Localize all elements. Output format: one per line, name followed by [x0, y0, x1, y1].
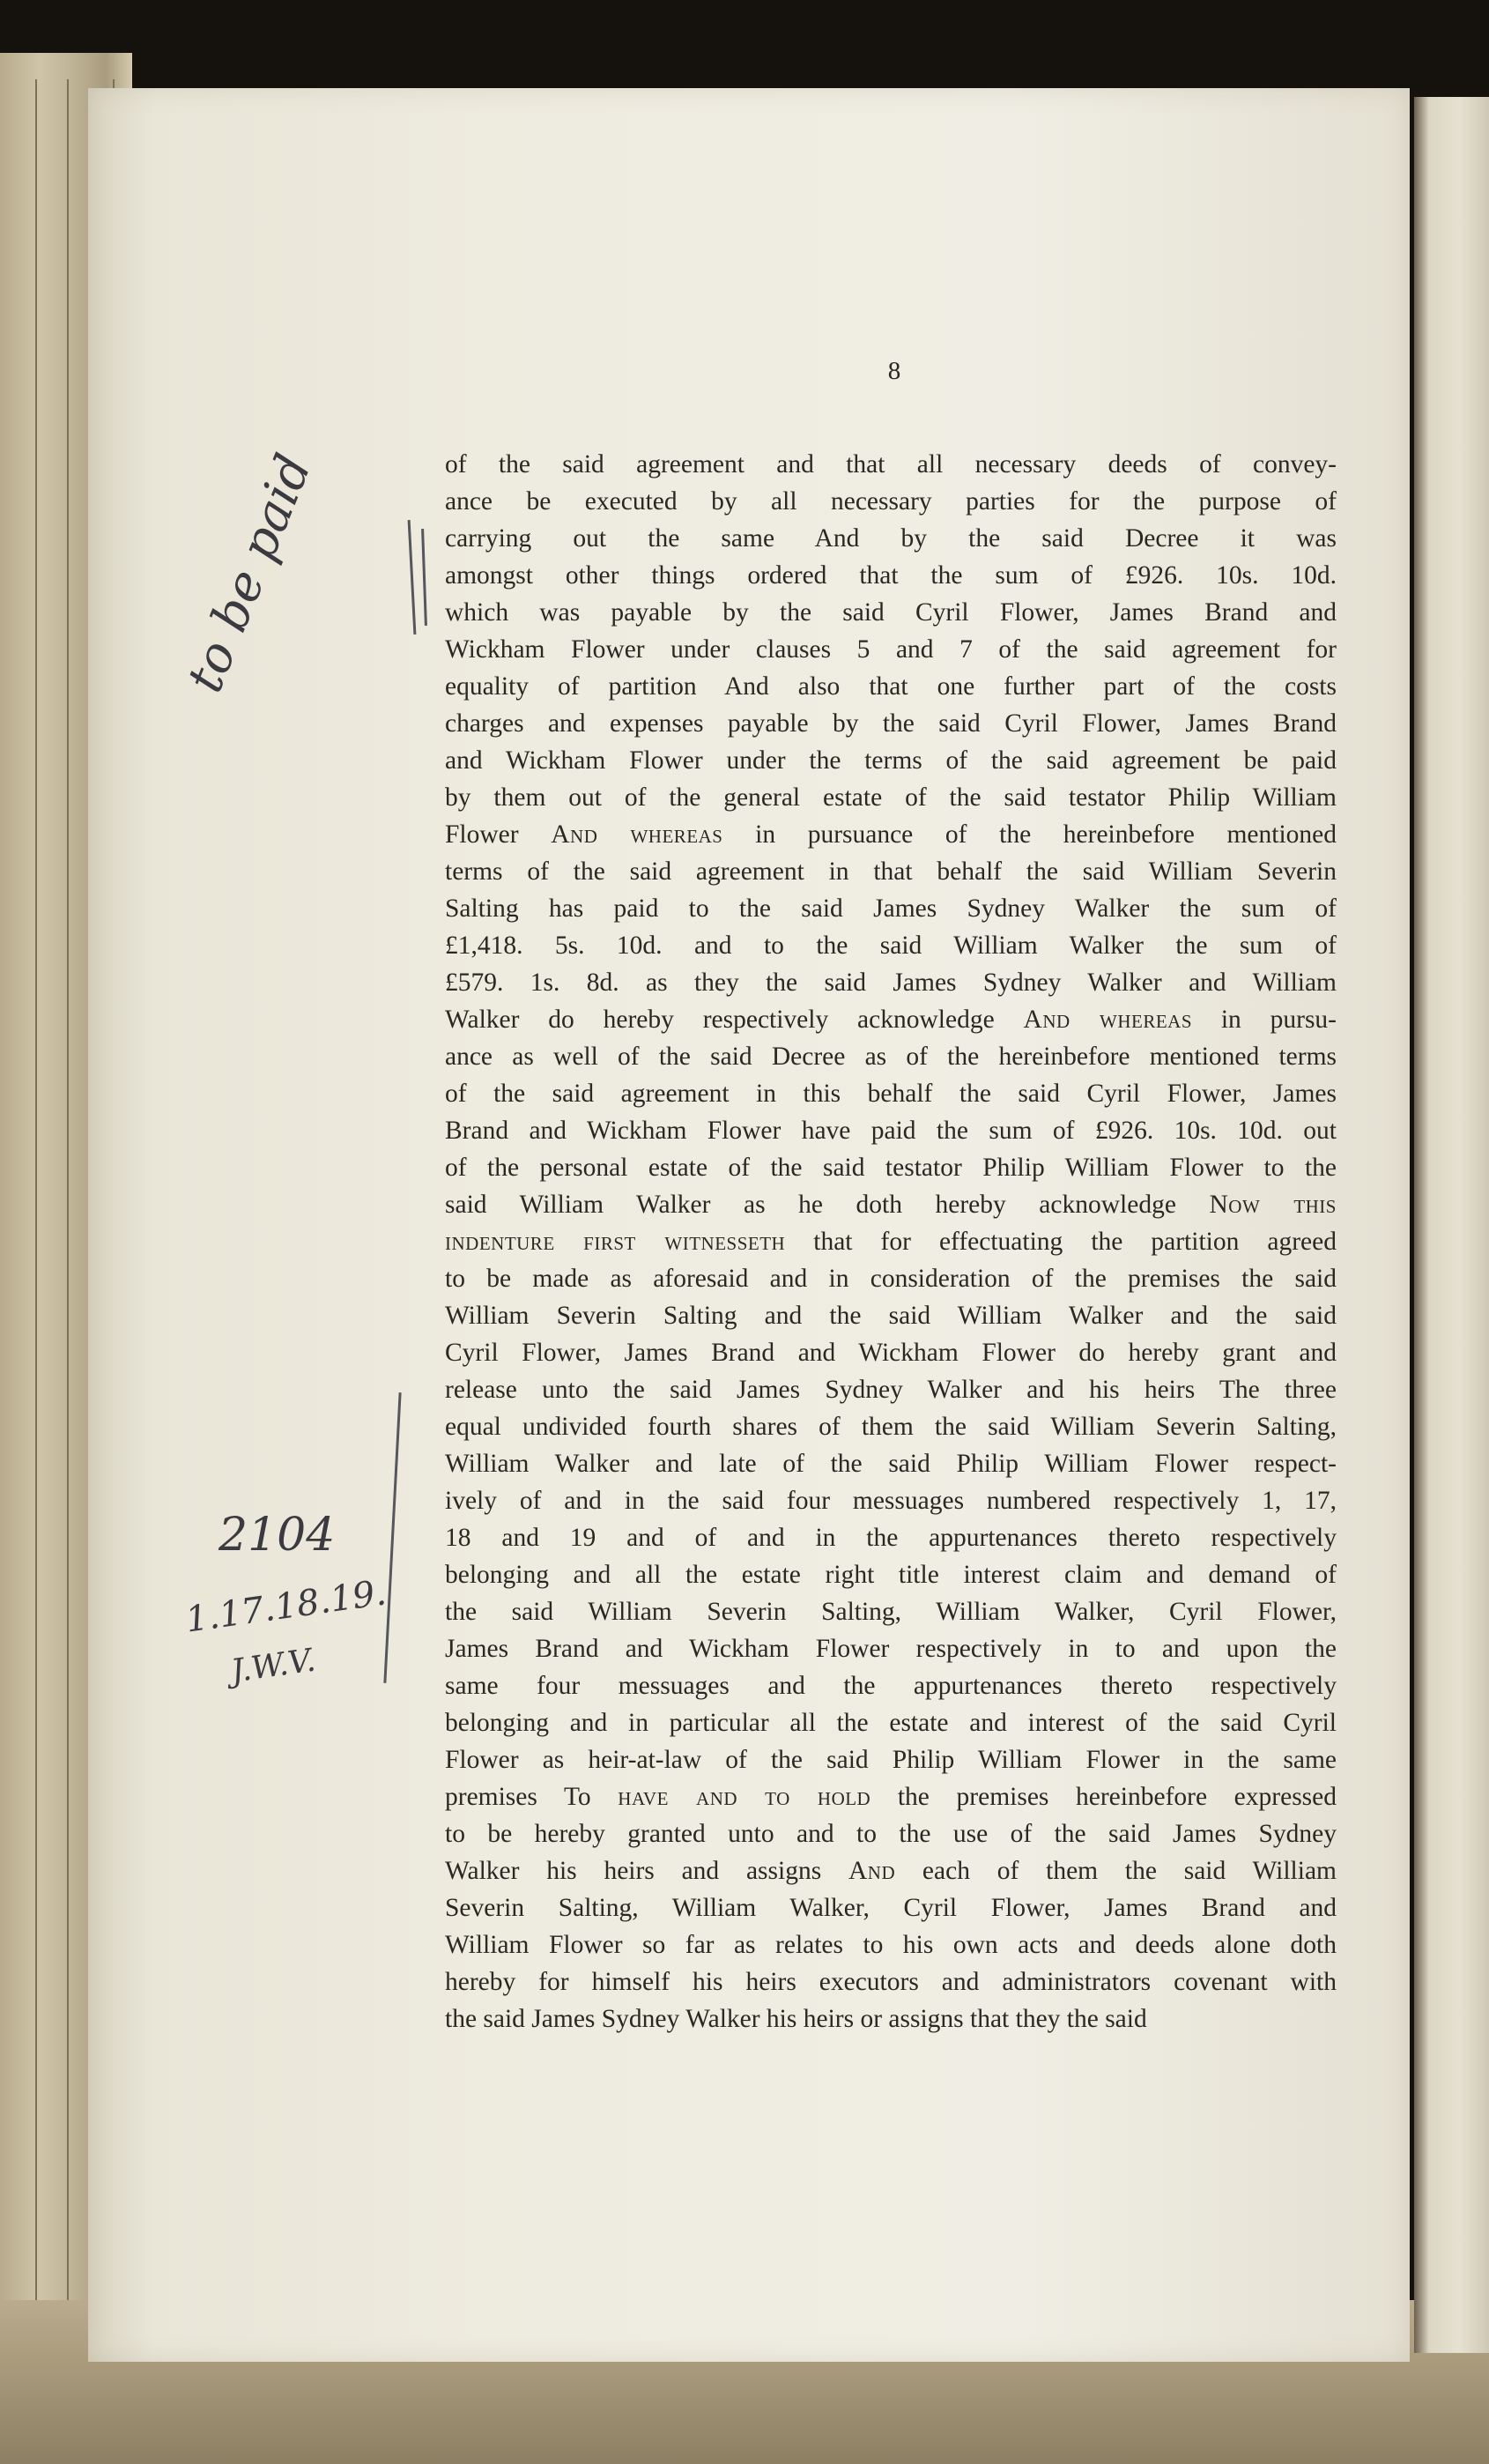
text-line — [445, 668, 1337, 705]
text-span: William Flower so far as relates to his own acts and deeds alone doth — [445, 1931, 1337, 1959]
text-span: of the said agreement in this behalf the said Cyril Flower, James — [445, 1080, 1337, 1108]
text-line — [445, 890, 1337, 927]
text-span: equal undivided fourth shares of them the said William Severin Salting, — [445, 1413, 1337, 1441]
text-span: Cyril Flower, James Brand and Wickham Flower do hereby grant and — [445, 1339, 1337, 1367]
text-line — [445, 557, 1337, 594]
text-line — [445, 1260, 1337, 1297]
text-span: equality of partition And also that one further part of the costs — [445, 672, 1337, 701]
text-line — [445, 520, 1337, 557]
small-caps-phrase: Now this — [1209, 1191, 1337, 1219]
text-span: William Severin Salting and the said William Walker and the said — [445, 1302, 1337, 1330]
text-span: to be made as aforesaid and in consideration of the premises the said — [445, 1265, 1337, 1293]
text-span: Flower — [445, 820, 552, 849]
text-span: ance be executed by all necessary parties for the purpose of — [445, 487, 1337, 516]
text-line — [445, 1001, 1337, 1038]
text-span: each of them the said William — [895, 1857, 1337, 1885]
text-span: Wickham Flower under clauses 5 and 7 of the said agreement for — [445, 635, 1337, 664]
small-caps-phrase: have and to hold — [618, 1783, 871, 1811]
text-line — [445, 705, 1337, 742]
text-line — [445, 927, 1337, 964]
small-caps-phrase: And whereas — [551, 820, 723, 849]
text-line — [445, 1593, 1337, 1630]
text-span: the said William Severin Salting, William Walker, Cyril Flower, — [445, 1598, 1337, 1626]
text-line — [445, 1075, 1337, 1112]
text-span: 18 and 19 and of and in the appurtenances thereto respectively — [445, 1524, 1337, 1552]
small-caps-phrase: indenture first witnesseth — [445, 1228, 786, 1256]
small-caps-phrase: And whereas — [1023, 1006, 1192, 1034]
text-span: the said James Sydney Walker his heirs or assigns that they the said — [445, 2005, 1147, 2033]
text-line — [445, 1926, 1337, 1963]
book-page-right-edge — [1414, 97, 1489, 2353]
text-span: William Walker and late of the said Philip William Flower respect- — [445, 1450, 1337, 1478]
text-span: said William Walker as he doth hereby acknowledge — [445, 1191, 1210, 1219]
text-span: £579. 1s. 8d. as they the said James Sydney Walker and William — [445, 969, 1337, 997]
text-line — [445, 1630, 1337, 1667]
text-span: which was payable by the said Cyril Flower, James Brand and — [445, 598, 1337, 627]
body-text — [445, 446, 1337, 2037]
text-line — [445, 1371, 1337, 1408]
text-line — [445, 816, 1337, 853]
text-line — [445, 1963, 1337, 2000]
text-span: carrying out the same And by the said Decree it was — [445, 524, 1337, 553]
text-span: release unto the said James Sydney Walker and his heirs The three — [445, 1376, 1337, 1404]
text-span: premises To — [445, 1783, 619, 1811]
text-line — [445, 1704, 1337, 1741]
text-line — [445, 853, 1337, 890]
text-line — [445, 742, 1337, 779]
text-line — [445, 1334, 1337, 1371]
text-span: hereby for himself his heirs executors and administrators covenant with — [445, 1968, 1337, 1996]
margin-note-numbers: 1.17.18.19. — [182, 1572, 389, 1641]
text-span: to be hereby granted unto and to the use of the said James Sydney — [445, 1820, 1337, 1848]
text-span: in pursuance of the hereinbefore mentioned — [722, 820, 1337, 849]
text-line — [445, 1778, 1337, 1815]
margin-note-initials: J.W.V. — [228, 1642, 318, 1690]
text-line — [445, 1149, 1337, 1186]
text-span: the premises hereinbefore expressed — [870, 1783, 1337, 1811]
text-line — [445, 1815, 1337, 1852]
text-span: Brand and Wickham Flower have paid the sum of £926. 10s. 10d. out — [445, 1117, 1337, 1145]
page-number: 8 — [887, 357, 901, 385]
text-line — [445, 483, 1337, 520]
text-span: Salting has paid to the said James Sydney Walker the sum of — [445, 894, 1337, 923]
text-span: £1,418. 5s. 10d. and to the said William Walker the sum of — [445, 931, 1337, 960]
text-span: Walker do hereby respectively acknowledge — [445, 1006, 1024, 1034]
text-span: belonging and all the estate right title interest claim and demand of — [445, 1561, 1337, 1589]
text-line — [445, 1482, 1337, 1519]
text-line — [445, 631, 1337, 668]
text-span: and Wickham Flower under the terms of the said agreement be paid — [445, 746, 1337, 775]
text-line — [445, 1223, 1337, 1260]
text-line — [445, 1445, 1337, 1482]
page-edge-line — [67, 79, 69, 2318]
text-line — [445, 779, 1337, 816]
text-span: belonging and in particular all the estate and interest of the said Cyril — [445, 1709, 1337, 1737]
text-line — [445, 1667, 1337, 1704]
text-span: amongst other things ordered that the sum of £926. 10s. 10d. — [445, 561, 1337, 590]
text-span: Walker his heirs and assigns — [445, 1857, 848, 1885]
text-line — [445, 1297, 1337, 1334]
text-span: in pursu- — [1192, 1006, 1337, 1034]
text-span: Severin Salting, William Walker, Cyril Flower, James Brand and — [445, 1894, 1337, 1922]
text-span: terms of the said agreement in that behalf the said William Severin — [445, 857, 1337, 886]
text-span: charges and expenses payable by the said Cyril Flower, James Brand — [445, 709, 1337, 738]
text-line — [445, 1556, 1337, 1593]
text-line — [445, 1186, 1337, 1223]
margin-note-number: 2104 — [219, 1509, 336, 1562]
text-line — [445, 2000, 1337, 2037]
text-line — [445, 1408, 1337, 1445]
page-edge-line — [35, 79, 37, 2318]
margin-note-to-be-paid: to be paid — [176, 446, 323, 701]
text-span: ance as well of the said Decree as of the hereinbefore mentioned terms — [445, 1043, 1337, 1071]
text-span: ively of and in the said four messuages numbered respectively 1, 17, — [445, 1487, 1337, 1515]
text-span: of the personal estate of the said testator Philip William Flower to the — [445, 1154, 1337, 1182]
text-line — [445, 1112, 1337, 1149]
text-line — [445, 1519, 1337, 1556]
text-line — [445, 1889, 1337, 1926]
text-span: James Brand and Wickham Flower respectively in to and upon the — [445, 1635, 1337, 1663]
text-span: Flower as heir-at-law of the said Philip William Flower in the same — [445, 1746, 1337, 1774]
text-line — [445, 1741, 1337, 1778]
text-line — [445, 446, 1337, 483]
text-line — [445, 594, 1337, 631]
text-span: that for effectuating the partition agreed — [785, 1228, 1337, 1256]
text-span: by them out of the general estate of the said testator Philip William — [445, 783, 1337, 812]
text-span: same four messuages and the appurtenances thereto respectively — [445, 1672, 1337, 1700]
text-line — [445, 964, 1337, 1001]
text-line — [445, 1038, 1337, 1075]
text-span: of the said agreement and that all necessary deeds of convey- — [445, 450, 1337, 479]
text-line — [445, 1852, 1337, 1889]
small-caps-phrase: And — [848, 1857, 896, 1885]
